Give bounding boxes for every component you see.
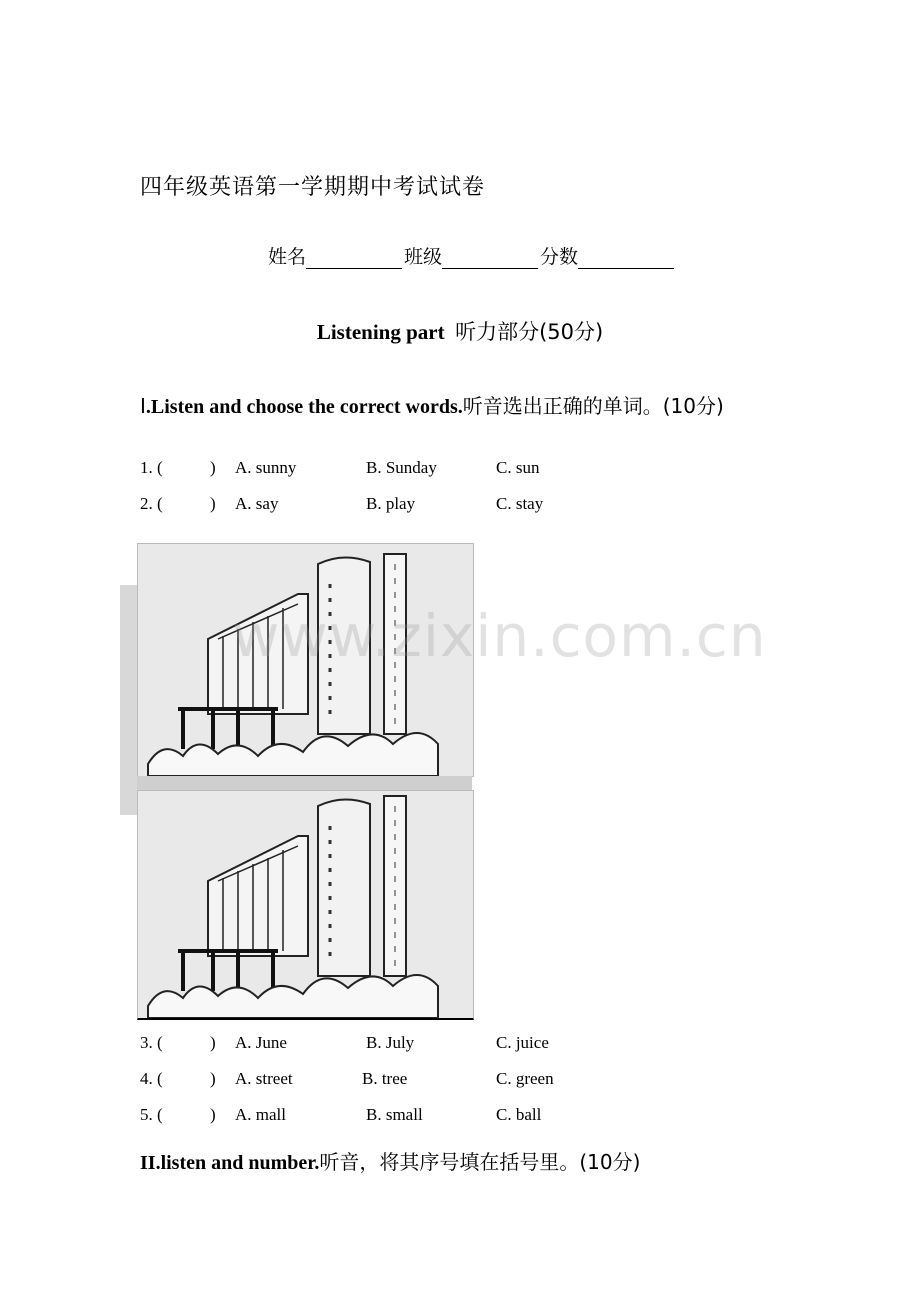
score-label: 分数 bbox=[540, 246, 579, 268]
question-number: 1. ( bbox=[140, 458, 163, 477]
listening-part-heading bbox=[0, 316, 920, 346]
option-b: B. small bbox=[366, 1105, 423, 1124]
option-a: A. June bbox=[235, 1033, 287, 1052]
answer-paren-close: ) bbox=[210, 1069, 216, 1088]
question-row bbox=[140, 458, 740, 482]
option-b: B. Sunday bbox=[366, 458, 437, 477]
option-b: B. play bbox=[366, 494, 416, 513]
scan-fragment bbox=[120, 585, 138, 815]
question-row bbox=[140, 1033, 740, 1057]
section1-heading-en: .Listen and choose the correct words. bbox=[145, 396, 463, 418]
answer-paren-close: ) bbox=[210, 1105, 216, 1124]
option-c: C. stay bbox=[496, 494, 544, 513]
option-c: C. sun bbox=[496, 458, 540, 477]
question-row bbox=[140, 494, 740, 518]
student-info-line bbox=[268, 242, 676, 269]
building-drawing bbox=[138, 791, 473, 1018]
question-row bbox=[140, 1105, 740, 1129]
name-label: 姓名 bbox=[268, 246, 307, 268]
score-blank[interactable] bbox=[578, 248, 674, 269]
listening-title-cn: 听力部分(50分) bbox=[455, 320, 604, 344]
question-number: 2. ( bbox=[140, 494, 163, 513]
section2-heading bbox=[140, 1146, 640, 1175]
name-blank[interactable] bbox=[306, 248, 402, 269]
question-number: 3. ( bbox=[140, 1033, 163, 1052]
listening-title-en: Listening part bbox=[316, 320, 445, 344]
option-c: C. green bbox=[496, 1069, 554, 1088]
option-b: B. July bbox=[366, 1033, 415, 1052]
section1-roman: Ⅰ bbox=[140, 394, 146, 418]
section2-heading-cn: 听音，将其序号填在括号里。(10分) bbox=[319, 1150, 641, 1174]
answer-paren-close: ) bbox=[210, 494, 216, 513]
option-a: A. street bbox=[235, 1069, 293, 1088]
question-row bbox=[140, 1069, 740, 1093]
option-a: A. say bbox=[235, 494, 279, 513]
option-c: C. juice bbox=[496, 1033, 549, 1052]
question-number: 5. ( bbox=[140, 1105, 163, 1124]
building-picture-bottom bbox=[137, 790, 474, 1020]
option-b: B. tree bbox=[362, 1069, 408, 1088]
watermark: www.zixin.com.cn bbox=[232, 602, 767, 670]
section1-heading bbox=[140, 390, 724, 419]
section2-heading-en: II.listen and number. bbox=[140, 1152, 320, 1174]
scan-strip bbox=[137, 776, 472, 790]
exam-title: 四年级英语第一学期期中考试试卷 bbox=[140, 175, 486, 200]
option-a: A. sunny bbox=[235, 458, 297, 477]
option-c: C. ball bbox=[496, 1105, 542, 1124]
class-label: 班级 bbox=[404, 246, 443, 268]
answer-paren-close: ) bbox=[210, 458, 216, 477]
question-number: 4. ( bbox=[140, 1069, 163, 1088]
section1-heading-cn: 听音选出正确的单词。(10分) bbox=[462, 394, 724, 418]
answer-paren-close: ) bbox=[210, 1033, 216, 1052]
option-a: A. mall bbox=[235, 1105, 286, 1124]
class-blank[interactable] bbox=[442, 248, 538, 269]
